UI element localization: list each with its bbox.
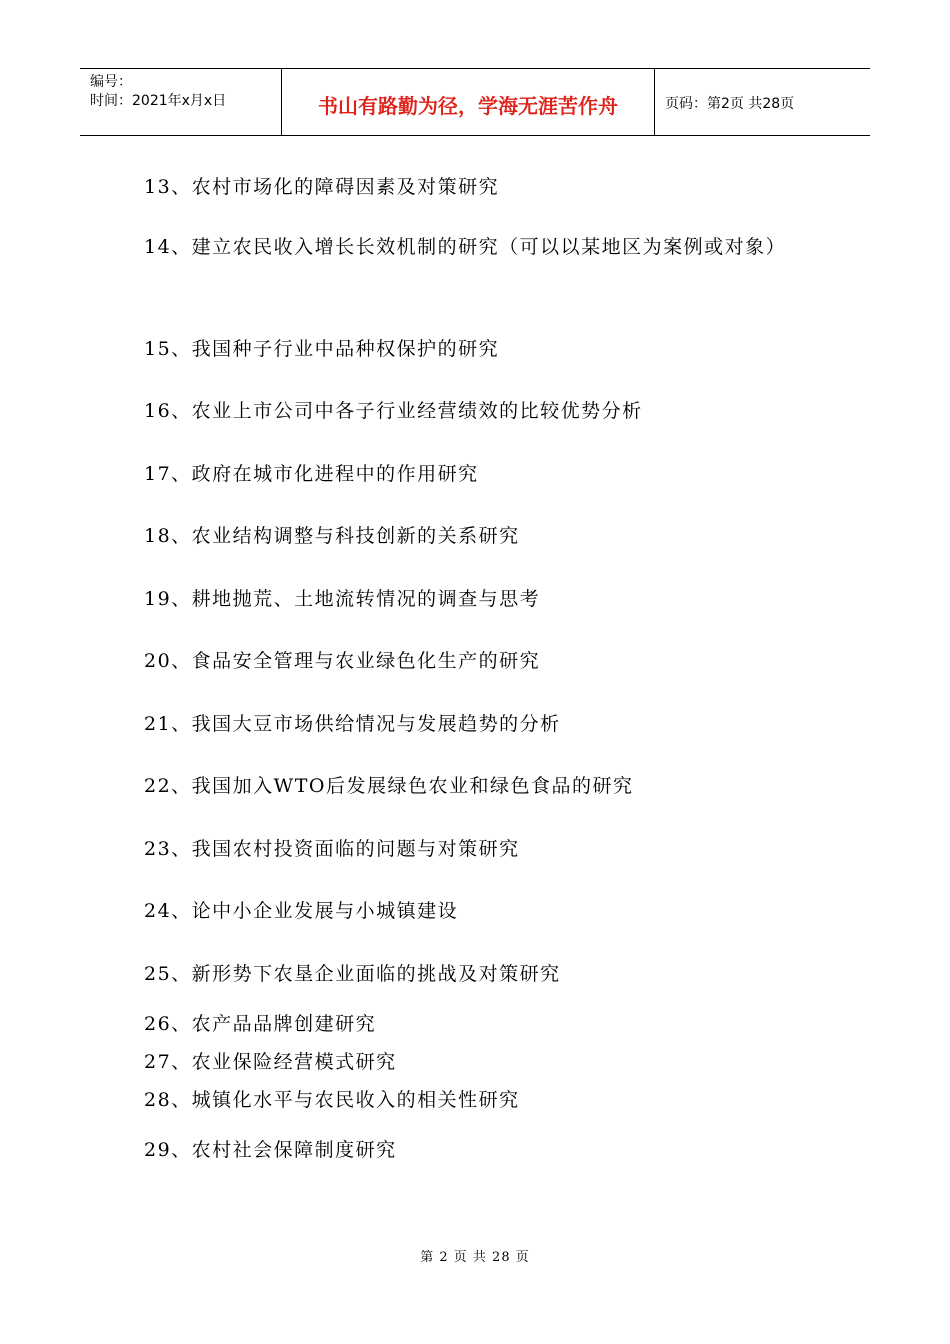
list-item: 22、我国加入WTO后发展绿色农业和绿色食品的研究 xyxy=(144,775,634,797)
list-item: 21、我国大豆市场供给情况与发展趋势的分析 xyxy=(144,713,561,735)
list-item: 25、新形势下农垦企业面临的挑战及对策研究 xyxy=(144,963,561,985)
list-item: 29、农村社会保障制度研究 xyxy=(144,1139,397,1161)
page-header xyxy=(80,68,870,136)
date-label: 时间：2021年x月x日 xyxy=(90,93,227,109)
number-label: 编号： xyxy=(90,74,132,90)
list-item: 28、城镇化水平与农民收入的相关性研究 xyxy=(144,1089,520,1111)
list-item: 24、论中小企业发展与小城镇建设 xyxy=(144,900,459,922)
list-item: 23、我国农村投资面临的问题与对策研究 xyxy=(144,838,520,860)
list-item: 17、政府在城市化进程中的作用研究 xyxy=(144,463,479,485)
header-motto: 书山有路勤为径，学海无涯苦作舟 xyxy=(282,69,655,135)
list-item: 19、耕地抛荒、土地流转情况的调查与思考 xyxy=(144,588,541,610)
list-item: 20、食品安全管理与农业绿色化生产的研究 xyxy=(144,650,541,672)
list-item: 18、农业结构调整与科技创新的关系研究 xyxy=(144,525,520,547)
list-item: 14、建立农民收入增长长效机制的研究（可以以某地区为案例或对象） xyxy=(144,236,787,258)
list-item: 15、我国种子行业中品种权保护的研究 xyxy=(144,338,500,360)
list-item: 26、农产品品牌创建研究 xyxy=(144,1013,377,1035)
list-item: 27、农业保险经营模式研究 xyxy=(144,1051,397,1073)
list-item: 13、农村市场化的障碍因素及对策研究 xyxy=(144,176,500,198)
list-item: 16、农业上市公司中各子行业经营绩效的比较优势分析 xyxy=(144,400,643,422)
header-page-info: 页码：第2页 共28页 xyxy=(665,96,795,112)
page-footer: 第 2 页 共 28 页 xyxy=(420,1250,530,1265)
header-meta xyxy=(80,69,282,135)
